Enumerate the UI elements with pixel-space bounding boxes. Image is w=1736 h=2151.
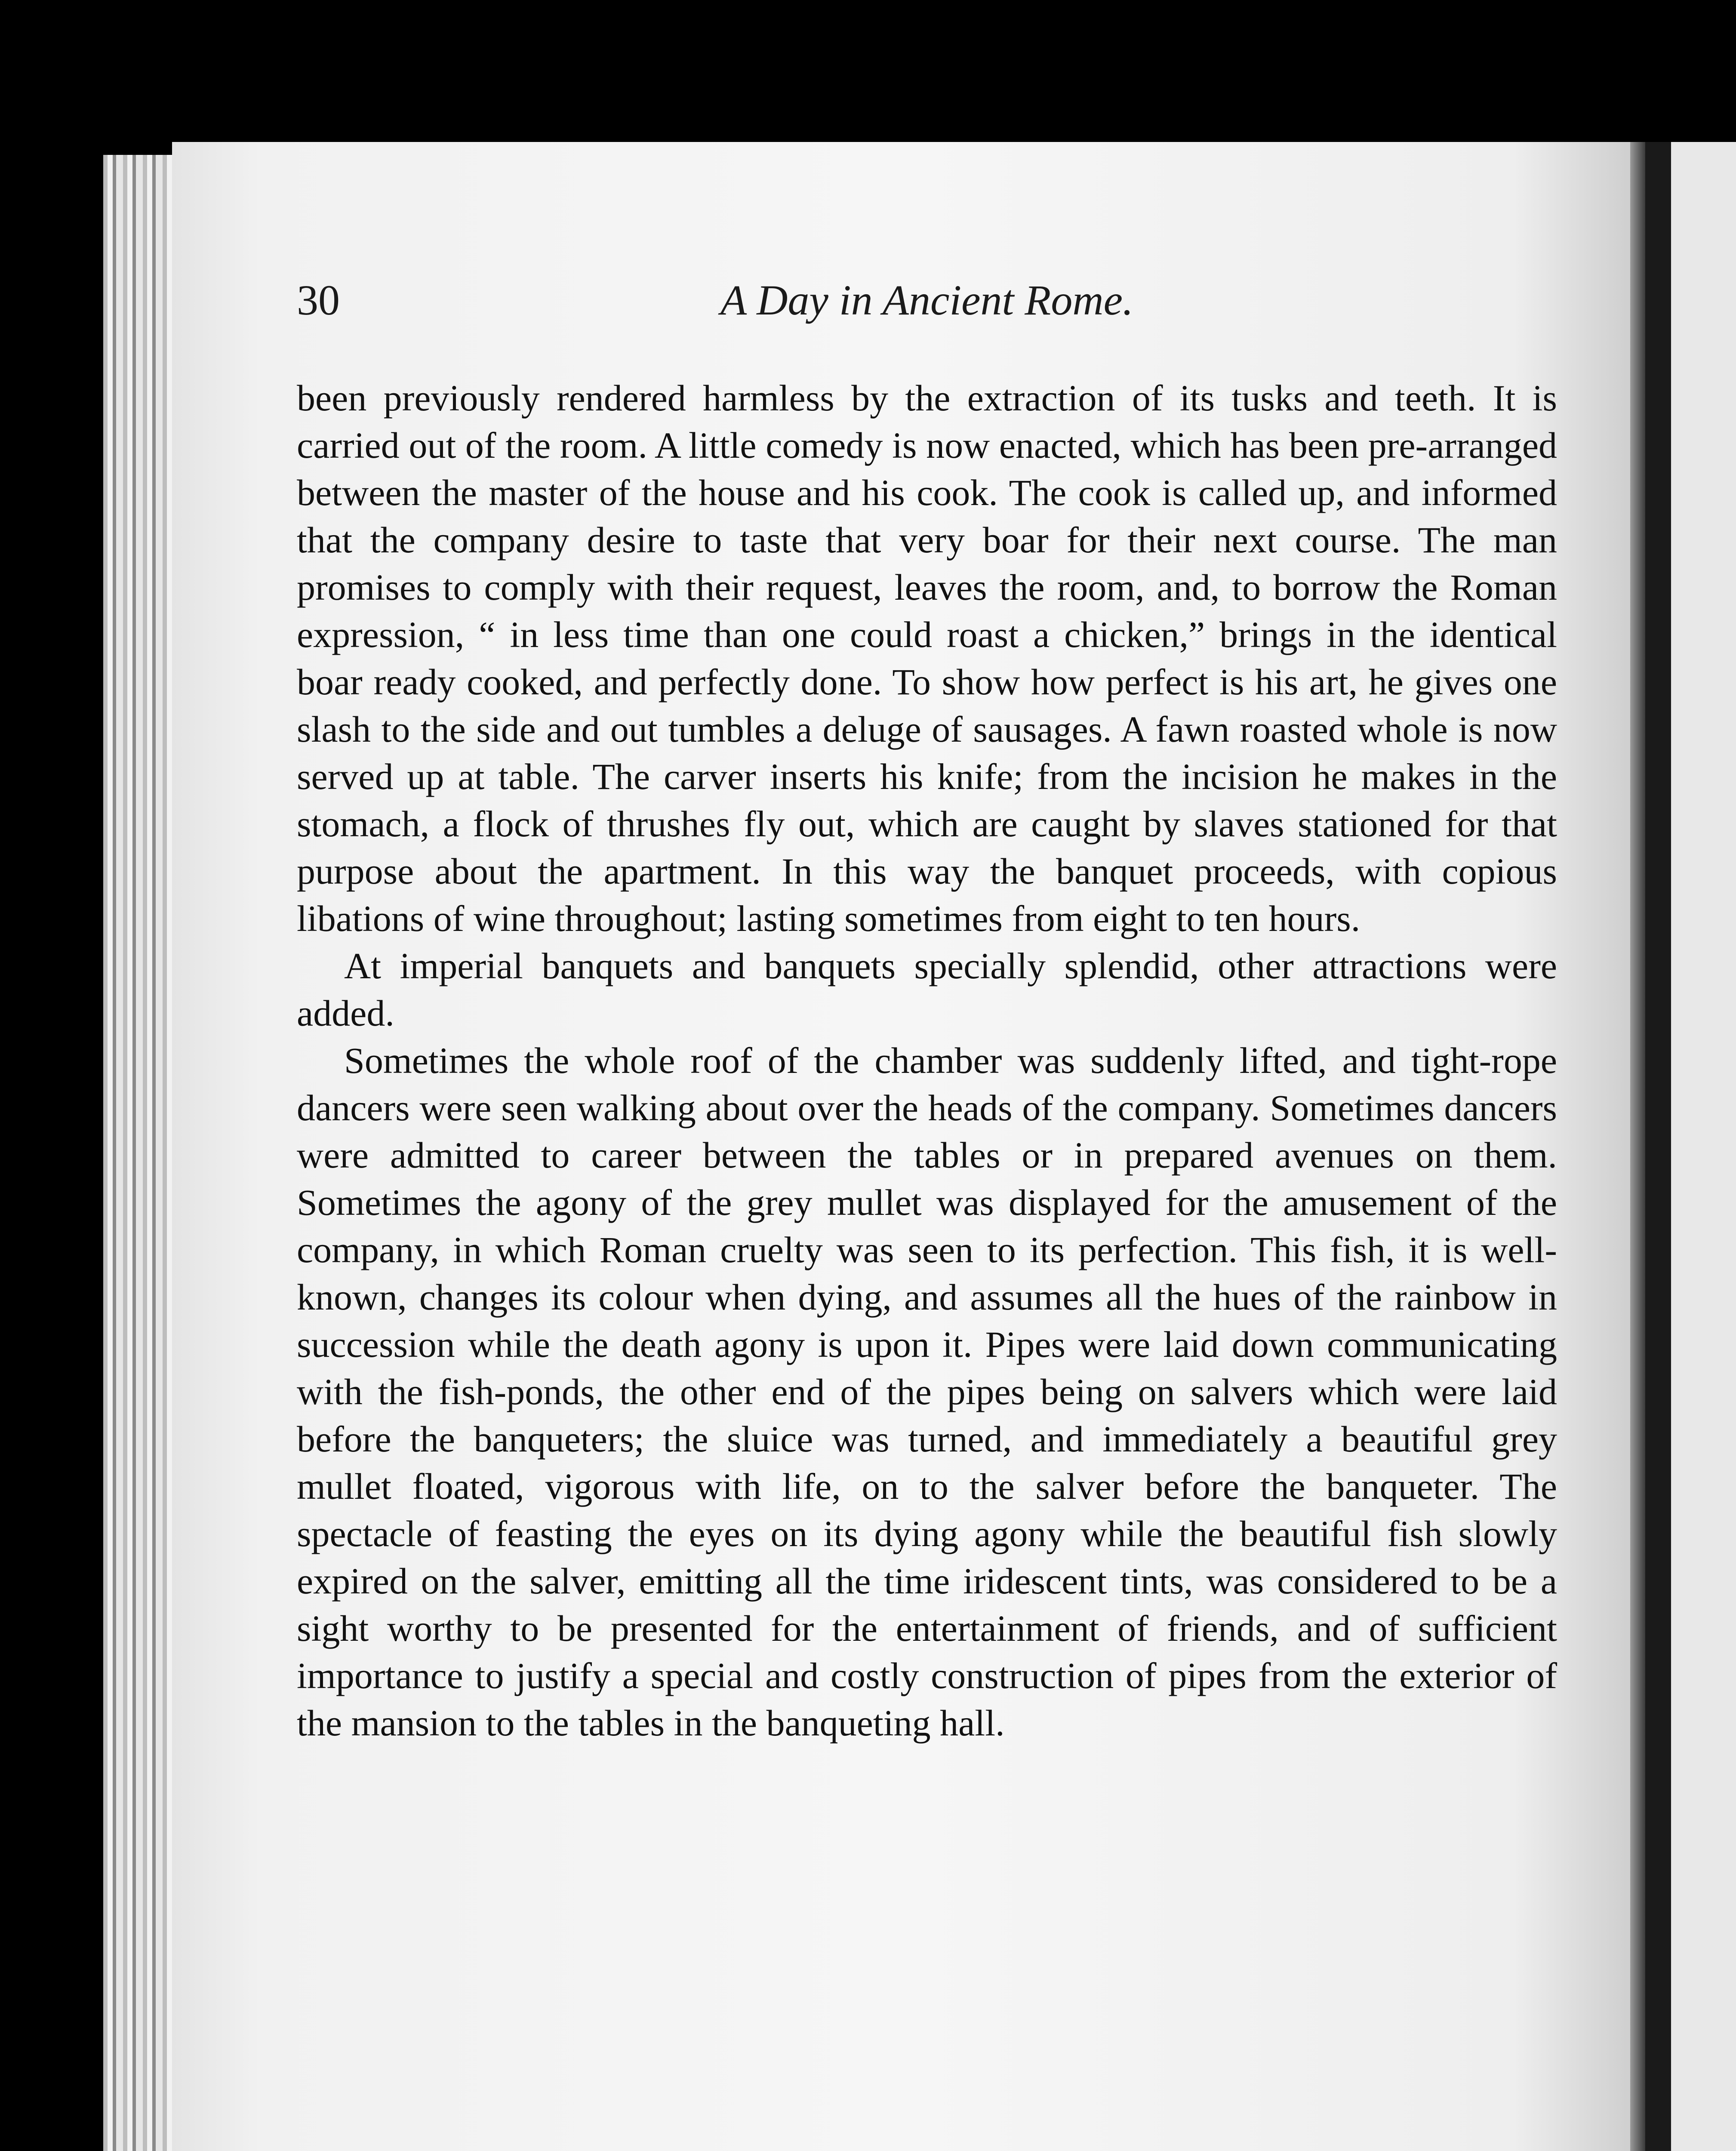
paragraph-3: Sometimes the whole roof of the chamber was suddenly lifted, and tight-rope dancers were seen walking about over the heads of the company. Sometimes dancers were admitted to career between the tables or in prepared avenues on them. Sometimes the agony of the grey mullet was displayed for the amusement of the company, in which Roman cruelty was seen to its perfection. This fish, it is well-known, changes its colour when dying, and assumes all the hues of the rainbow in succession while the death agony is upon it. Pipes were laid down communicating with the fish-ponds, the other end of the pipes being on salvers which were laid before the banqueters; the sluice was turned, and immediately a beautiful grey mullet floated, vigorous with life, on to the salver before the banqueter. The spectacle of feasting the eyes on its dying agony while the beautiful fish slowly expired on the salver, emitting all the time iridescent tints, was considered to be a sight worthy to be presented for the entertainment of friends, and of sufficient importance to justify a special and costly construction of pipes from the exterior of the mansion to the tables in the banqueting hall.: [297, 1040, 1557, 1744]
page-edge-shadow: [1630, 142, 1645, 2151]
page-number: 30: [297, 276, 340, 324]
book-binding: [103, 155, 179, 2151]
body-text: [297, 374, 1557, 1747]
next-page-edge: [1645, 142, 1736, 2151]
paragraph-1: been previously rendered harmless by the extraction of its tusks and teeth. It is carried out of the room. A little comedy is now enacted, which has been pre-arranged between the master of the house and his cook. The cook is called up, and informed that the company desire to taste that very boar for their next course. The man promises to comply with their request, leaves the room, and, to borrow the Roman expression, “ in less time than one could roast a chicken,” brings in the identical boar ready cooked, and perfectly done. To show how perfect is his art, he gives one slash to the side and out tumbles a deluge of sausages. A fawn roasted whole is now served up at table. The carver inserts his knife; from the incision he makes in the stomach, a flock of thrushes fly out, which are caught by slaves stationed for that purpose about the apartment. In this way the banquet proceeds, with copious libations of wine throughout; lasting sometimes from eight to ten hours.: [297, 377, 1557, 939]
paragraph-2: At imperial banquets and banquets specially splendid, other attractions were added.: [297, 945, 1557, 1034]
running-title: A Day in Ancient Rome.: [720, 276, 1133, 324]
page-header: [297, 275, 1557, 340]
